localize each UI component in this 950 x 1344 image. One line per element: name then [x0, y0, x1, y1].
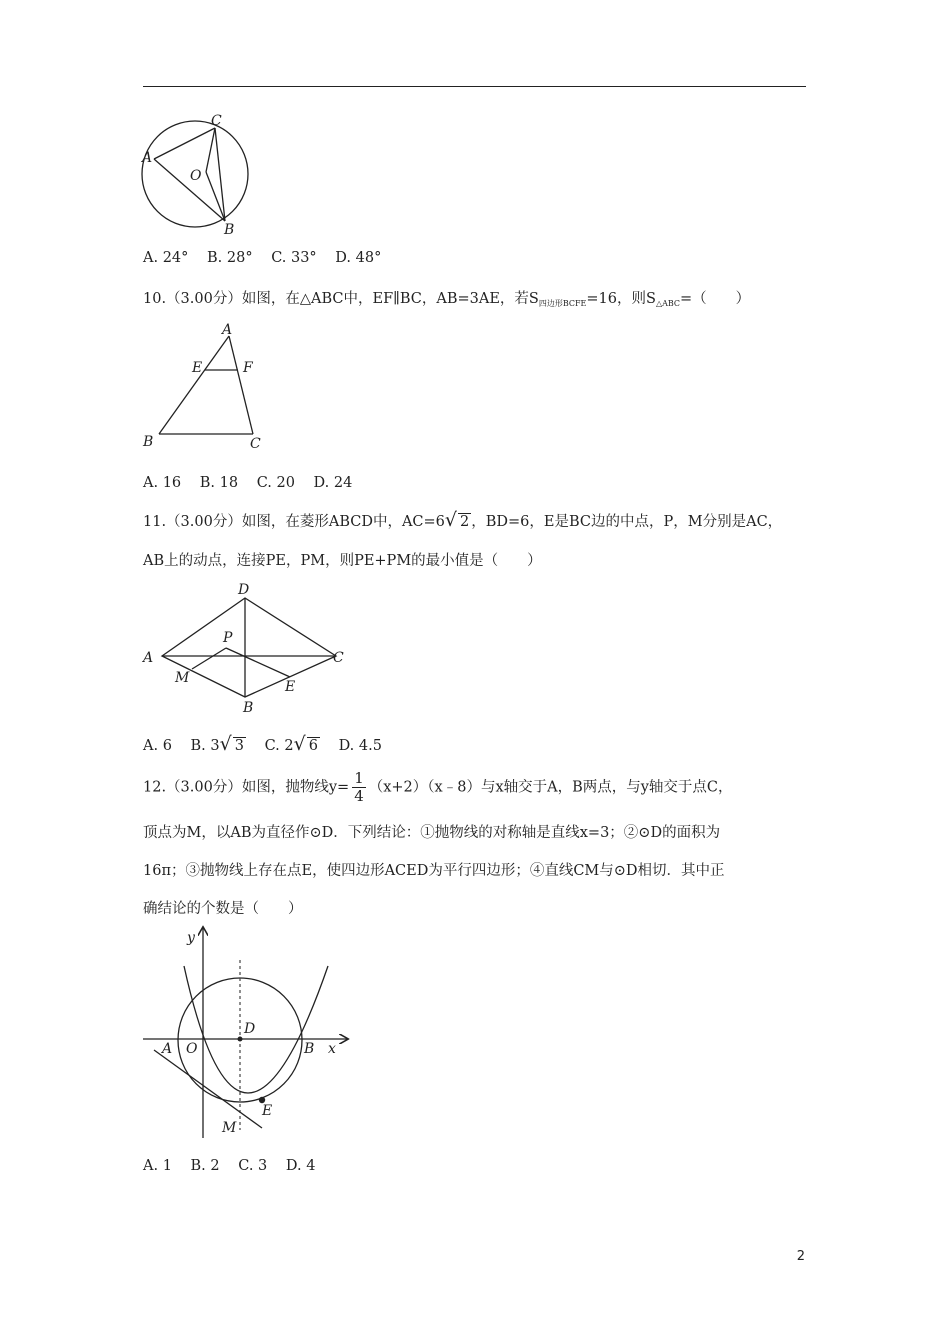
- q9-option-a: A. 24°: [143, 250, 189, 266]
- q12-parabola: [184, 966, 328, 1093]
- q12-option-b: B. 2: [190, 1158, 220, 1174]
- q12-label-x: x: [328, 1041, 336, 1057]
- q11-options: [143, 733, 396, 755]
- q12-option-c: C. 3: [238, 1158, 268, 1174]
- q11-label-b: B: [243, 700, 254, 715]
- q10-label-c: C: [250, 436, 261, 452]
- q12-label-m: M: [222, 1120, 237, 1136]
- q10-label-a: A: [222, 322, 233, 338]
- q10-option-b: B. 18: [199, 475, 239, 491]
- q9-option-d: D. 48°: [335, 250, 382, 266]
- q10-figure: [140, 320, 270, 452]
- q10-label-b: B: [143, 434, 154, 450]
- q11-label-m: M: [175, 670, 190, 686]
- q10-label-f: F: [243, 360, 253, 376]
- q9-options: [143, 250, 395, 266]
- q12-stem-line1: 12.（3.00分）如图，抛物线y= $\frac{1}{4}$ （x+2）（x﹣8）与x轴交于A，B两点，与y轴交于点C，: [143, 769, 733, 805]
- q9-label-a: A: [142, 150, 153, 166]
- q9-label-b: B: [224, 222, 235, 237]
- q9-label-o: O: [190, 168, 202, 184]
- q9-label-c: C: [211, 113, 222, 129]
- q12-label-b: B: [304, 1041, 315, 1057]
- q11-label-p: P: [223, 630, 233, 646]
- q12-label-y: y: [187, 930, 195, 946]
- header-rule: [143, 86, 806, 87]
- q12-label-a: A: [162, 1041, 173, 1057]
- q10-stem: 10.（3.00分）如图，在△ABC中，EF∥BC，AB=3AE，若$S_{四边形BCFE}=16$，则$S_{\triangle ABC}=$（ ）: [143, 291, 751, 308]
- q10-option-c: C. 20: [256, 475, 295, 491]
- q10-option-d: D. 24: [313, 475, 353, 491]
- q12-label-e: E: [262, 1103, 273, 1119]
- q12-point-d: [238, 1037, 243, 1042]
- q10-option-a: A. 16: [143, 475, 182, 491]
- q9-figure: [140, 112, 260, 237]
- q11-option-b: B. 3√ 3: [190, 733, 244, 755]
- q12-options: [143, 1158, 329, 1174]
- q12-label-o: O: [186, 1041, 198, 1057]
- q11-stem-line2: AB上的动点，连接PE，PM，则PE+PM的最小值是（ ）: [143, 553, 542, 569]
- q12-option-a: A. 1: [143, 1158, 172, 1174]
- q10-label-e: E: [192, 360, 203, 376]
- q12-fraction: $\frac{1}{4}$: [354, 769, 364, 805]
- q9-option-c: C. 33°: [271, 250, 317, 266]
- q11-label-a: A: [143, 650, 154, 666]
- q11-option-d: D. 4.5: [338, 738, 382, 754]
- q12-stem-line4: 确结论的个数是（ ）: [143, 901, 303, 917]
- q12-option-d: D. 4: [285, 1158, 316, 1174]
- q11-option-a: A. 6: [143, 738, 172, 754]
- q11-label-c: C: [333, 650, 344, 666]
- q12-stem-line3: 16π；③抛物线上存在点E，使四边形ACED为平行四边形；④直线CM与⊙D相切．其中正: [143, 863, 725, 879]
- q11-label-d: D: [238, 582, 250, 598]
- q12-stem-line2: 顶点为M，以AB为直径作⊙D．下列结论：①抛物线的对称轴是直线x=3；②⊙D的面积为: [143, 825, 721, 841]
- q10-options: [143, 475, 366, 491]
- page-number: 2: [796, 1249, 805, 1264]
- q11-stem-line1: 11.（3.00分）如图，在菱形ABCD中，AC=6√ 2 ，BD=6，E是BC边的中点，P，M分别是AC，: [143, 509, 783, 531]
- q12-label-d: D: [244, 1021, 256, 1037]
- q12-figure: [140, 920, 360, 1140]
- q9-option-b: B. 28°: [207, 250, 253, 266]
- q12-tangent-line: [154, 1050, 262, 1128]
- q11-option-c: C. 2√ 6: [264, 733, 318, 755]
- q11-label-e: E: [285, 679, 296, 695]
- q11-figure: [140, 580, 355, 715]
